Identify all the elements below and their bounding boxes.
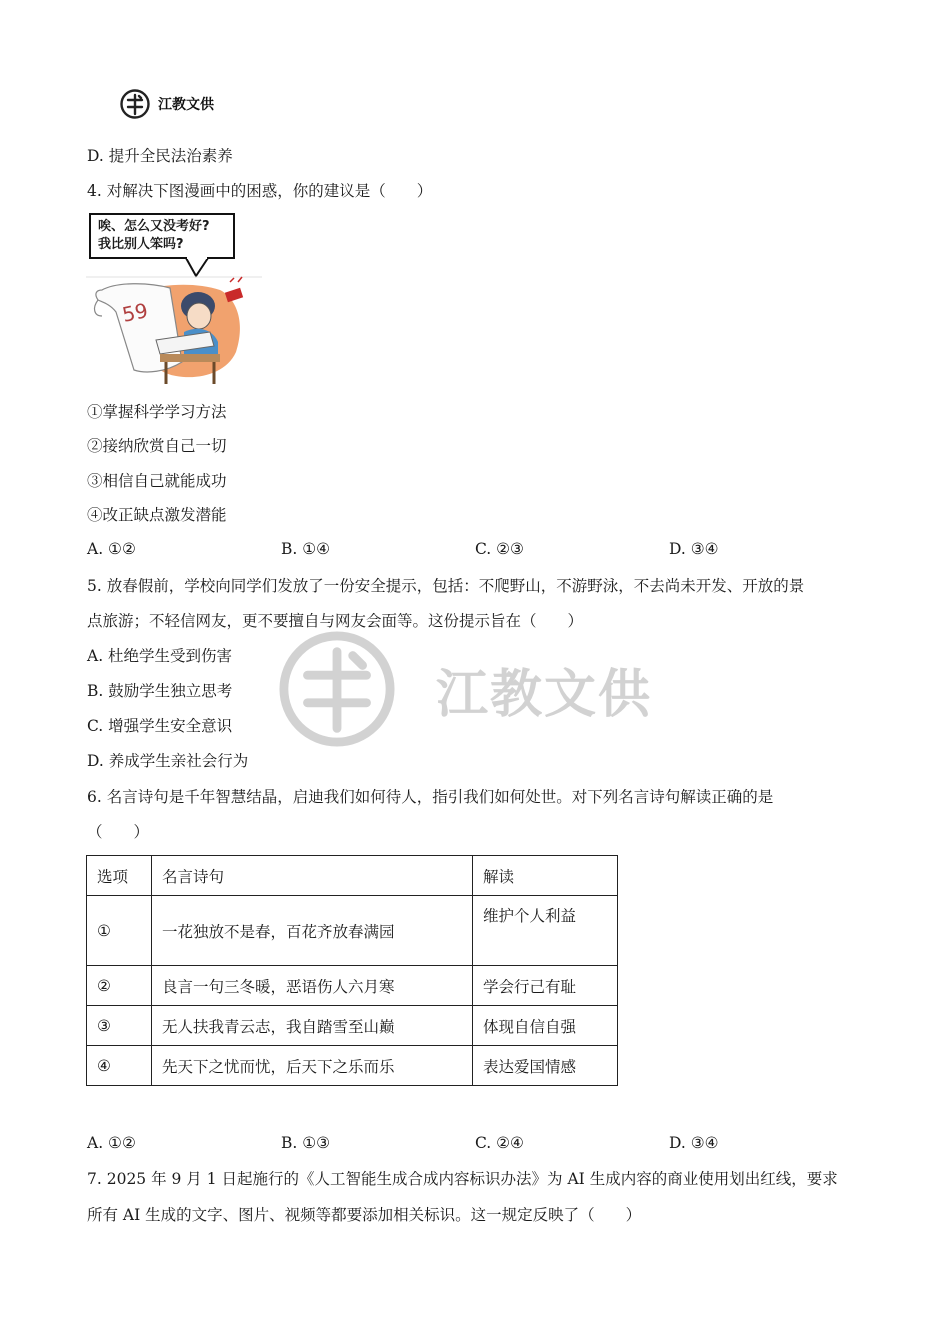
q3-option-d: D. 提升全民法治素养 xyxy=(87,147,233,165)
table-header-row xyxy=(87,856,618,896)
book-seal-icon xyxy=(120,89,150,119)
q5-option-a: A. 杜绝学生受到伤害 xyxy=(87,647,233,665)
q5-stem-line-2: 点旅游；不轻信网友，更不要擅自与网友会面等。这份提示旨在（ ） xyxy=(87,612,584,630)
q4-option-c: C. ②③ xyxy=(475,540,524,558)
table-row xyxy=(87,966,618,1006)
q6-stem-line-1: 6. 名言诗句是千年智慧结晶，启迪我们如何待人，指引我们如何处世。对下列名言诗句解读正确的是 xyxy=(87,788,774,806)
comic-score: 59 xyxy=(120,298,150,327)
table-cell: 良言一句三冬暖，恶语伤人六月寒 xyxy=(152,966,473,1006)
table-row xyxy=(87,1006,618,1046)
q4-stem: 4. 对解决下图漫画中的困惑，你的建议是（ ） xyxy=(87,182,433,200)
bubble-line-2: 我比别人笨吗? xyxy=(98,237,184,252)
q4-statement-2: ②接纳欣赏自己一切 xyxy=(87,437,227,455)
q5-option-c: C. 增强学生安全意识 xyxy=(87,717,233,735)
q4-option-b: B. ①④ xyxy=(281,540,331,558)
quotes-table xyxy=(86,855,618,1086)
table-cell: 维护个人利益 xyxy=(473,896,618,966)
table-cell: 体现自信自强 xyxy=(473,1006,618,1046)
table-cell: 先天下之忧而忧，后天下之乐而乐 xyxy=(152,1046,473,1086)
table-cell: 学会行己有耻 xyxy=(473,966,618,1006)
q6-option-d: D. ③④ xyxy=(669,1134,719,1152)
table-cell: ③ xyxy=(87,1006,152,1046)
q4-option-d: D. ③④ xyxy=(669,540,719,558)
q6-option-a: A. ①② xyxy=(87,1134,136,1152)
q5-option-b: B. 鼓励学生独立思考 xyxy=(87,682,233,700)
watermark-text: 江教文供 xyxy=(436,664,653,725)
q4-statement-3: ③相信自己就能成功 xyxy=(87,472,227,490)
q4-statement-1: ①掌握科学学习方法 xyxy=(87,403,227,421)
q6-option-b: B. ①③ xyxy=(281,1134,331,1152)
table-cell: 无人扶我青云志，我自踏雪至山巅 xyxy=(152,1006,473,1046)
q4-statement-4: ④改正缺点激发潜能 xyxy=(87,506,227,524)
table-header-cell: 选项 xyxy=(87,856,152,896)
q4-option-a: A. ①② xyxy=(87,540,136,558)
logo-text: 江教文供 xyxy=(158,97,214,113)
q7-stem-line-2: 所有 AI 生成的文字、图片、视频等都要添加相关标识。这一规定反映了（ ） xyxy=(87,1206,642,1224)
q5-option-d: D. 养成学生亲社会行为 xyxy=(87,752,249,770)
table-header-cell: 解读 xyxy=(473,856,618,896)
table-cell: ④ xyxy=(87,1046,152,1086)
table-cell: 表达爱国情感 xyxy=(473,1046,618,1086)
comic-speech-bubble xyxy=(98,218,210,254)
table-row xyxy=(87,896,618,966)
book-seal-icon xyxy=(278,630,396,748)
q7-stem-line-1: 7. 2025 年 9 月 1 日起施行的《人工智能生成合成内容标识办法》为 AI 生成内容的商业使用划出红线，要求 xyxy=(87,1170,838,1188)
q5-stem-line-1: 5. 放春假前，学校向同学们发放了一份安全提示，包括：不爬野山，不游野泳，不去尚未开发、开放的景 xyxy=(87,577,805,595)
table-row xyxy=(87,1046,618,1086)
watermark xyxy=(278,630,652,748)
q6-option-c: C. ②④ xyxy=(475,1134,524,1152)
table-header-cell: 名言诗句 xyxy=(152,856,473,896)
table-cell: 一花独放不是春，百花齐放春满园 xyxy=(152,896,473,966)
q6-stem-line-2: （ ） xyxy=(87,823,150,841)
table-cell: ② xyxy=(87,966,152,1006)
table-cell: ① xyxy=(87,896,152,966)
header-logo xyxy=(120,89,214,119)
bubble-line-1: 唉、怎么又没考好? xyxy=(98,219,210,234)
